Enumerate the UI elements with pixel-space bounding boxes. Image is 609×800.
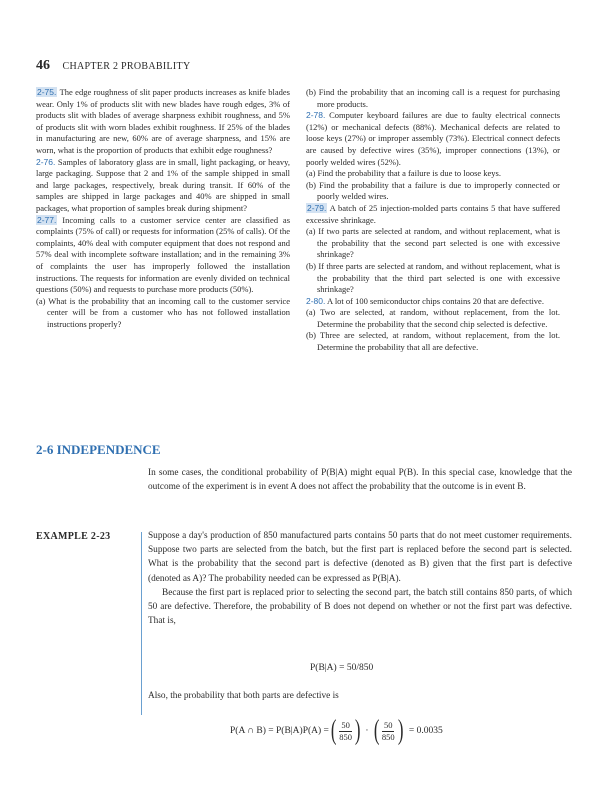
problem-2-78-b: (b) Find the probability that a failure is due to improperly connected or poorly welded wires. [306, 179, 560, 202]
problem-2-79 [306, 203, 560, 226]
problem-2-79-a: (a) If two parts are selected at random, and without replacement, what is the probability that the second part selected is one with excessive shrinkage? [306, 226, 560, 260]
example-label: EXAMPLE 2-23 [36, 531, 111, 542]
page-header [36, 58, 190, 74]
problem-2-75 [36, 87, 290, 157]
problem-2-78-a: (a) Find the probability that a failure is due to loose keys. [306, 168, 501, 179]
right-column [306, 87, 560, 354]
fraction [382, 720, 395, 743]
problem-number: 2-77. [37, 214, 57, 225]
example-rule [141, 532, 142, 715]
problem-text: Computer keyboard failures are due to faulty electrical connects (12%) or mechanical defects (88%). Mechanical defects are related to loose keys (27%) or improper assembly (73%). Electrical connect defects are caused by defective wires (35%), improper connections (13%), or poorly welded wires (52%). [306, 110, 561, 167]
problem-2-76 [36, 157, 290, 215]
problem-text: The edge roughness of slit paper products increases as knife blades wear. Only 1% of products slit with new blades have rough edges, 3% of products slit with blades of average sharpness exhibit roughness, and 5% of products slit with worn blades exhibit roughness. If 25% of the blades in manufacturing are new, 60% are of average sharpness, and 15% are worn, what is the proportion of products that exhibit edge roughness? [36, 87, 290, 155]
section-title: 2-6 INDEPENDENCE [36, 442, 161, 457]
right-paren: ) [354, 715, 361, 746]
example-paragraph-2: Because the first part is replaced prior to selecting the second part, the batch still contains 850 parts, of which 50 are defective. Therefore, the probability of B does not depend on whether or not the first part was defective. That is, [148, 587, 572, 627]
problem-text: Samples of laboratory glass are in small, light packaging, or heavy, large packaging. Suppose that 2 and 1% of the sample shipped in small and large packages, respectively, break during transit. If 60% of the samples are shipped in large packages and 40% are shipped in small packages, what proportion of samples break during shipment? [36, 156, 291, 213]
problem-text: A batch of 25 injection-molded parts contains 5 that have suffered excessive shrinkage. [306, 202, 561, 225]
left-paren: ( [330, 715, 337, 746]
equation-joint [230, 717, 443, 745]
problem-2-79-b: (b) If three parts are selected at random, and without replacement, what is the probability that the third part selected is one with excessive shrinkage? [306, 260, 560, 295]
problem-2-77-a: (a) What is the probability that an incoming call to the customer service center will be from a customer who has not followed installation instructions properly? [36, 295, 290, 329]
example-paragraph-1: Suppose a day's production of 850 manufactured parts contains 50 parts that do not meet customer requirements. Suppose two parts are selected from the batch, but the first part is replaced before the second part is selected. What is the probability that the second part is defective (denoted as B) given that the first part is defective (denoted as A)? The probability needed can be expressed as P(B|A). [148, 531, 572, 584]
problem-number: 2-76. [36, 156, 56, 167]
problem-number: 2-79. [307, 202, 327, 213]
fraction-numerator: 50 [341, 719, 350, 730]
page-number: 46 [36, 58, 50, 73]
problem-2-77-b: (b) Find the probability that an incoming call is a request for purchasing more products. [306, 87, 560, 109]
problem-text: Incoming calls to a customer service center are classified as complaints (75% of call) or requests for information (25% of calls). Of the complaints, 40% deal with computer equipment that does not respond and 57% deal with incomplete software installation; and in the remaining 3% of complaints the user has improperly followed the installation instructions. The requests for information are evenly divided on technical questions (50%) and requests to purchase more products (50%). [36, 214, 291, 295]
problem-2-78 [306, 110, 560, 168]
fraction-denominator: 850 [381, 731, 395, 742]
problem-2-80-b: (b) Three are selected, at random, without replacement, from the lot. Determine the probability that all are defective. [306, 330, 560, 353]
problem-2-77 [36, 215, 290, 296]
problem-2-80-a: (a) Two are selected, at random, without replacement, from the lot. Determine the probability that the second chip selected is defective. [306, 307, 560, 329]
fraction [339, 720, 352, 743]
fraction-denominator: 850 [339, 731, 352, 742]
left-column [36, 87, 290, 330]
right-paren: ) [397, 715, 404, 746]
example-body [148, 529, 572, 628]
equation-lhs: P(A ∩ B) = P(B|A)P(A) = [230, 726, 329, 736]
problem-2-80 [306, 296, 560, 308]
equation-rhs: = 0.0035 [408, 726, 443, 736]
multiply-dot: · [365, 726, 369, 736]
problem-number: 2-80. [306, 295, 326, 306]
problem-number: 2-78. [306, 110, 326, 121]
problem-number: 2-75. [37, 87, 57, 97]
section-intro: In some cases, the conditional probability of P(B|A) might equal P(B). In this special case, knowledge that the outcome of the experiment is in event A does not affect the probability that the outcome is in event B. [148, 468, 572, 493]
example-also-text: Also, the probability that both parts are defective is [148, 691, 339, 701]
problem-text: A lot of 100 semiconductor chips contains 20 that are defective. [327, 295, 544, 306]
left-paren: ( [373, 715, 379, 746]
fraction-numerator: 50 [383, 719, 393, 730]
chapter-title: CHAPTER 2 PROBABILITY [62, 61, 191, 72]
equation-conditional: P(B|A) = 50/850 [310, 663, 374, 673]
